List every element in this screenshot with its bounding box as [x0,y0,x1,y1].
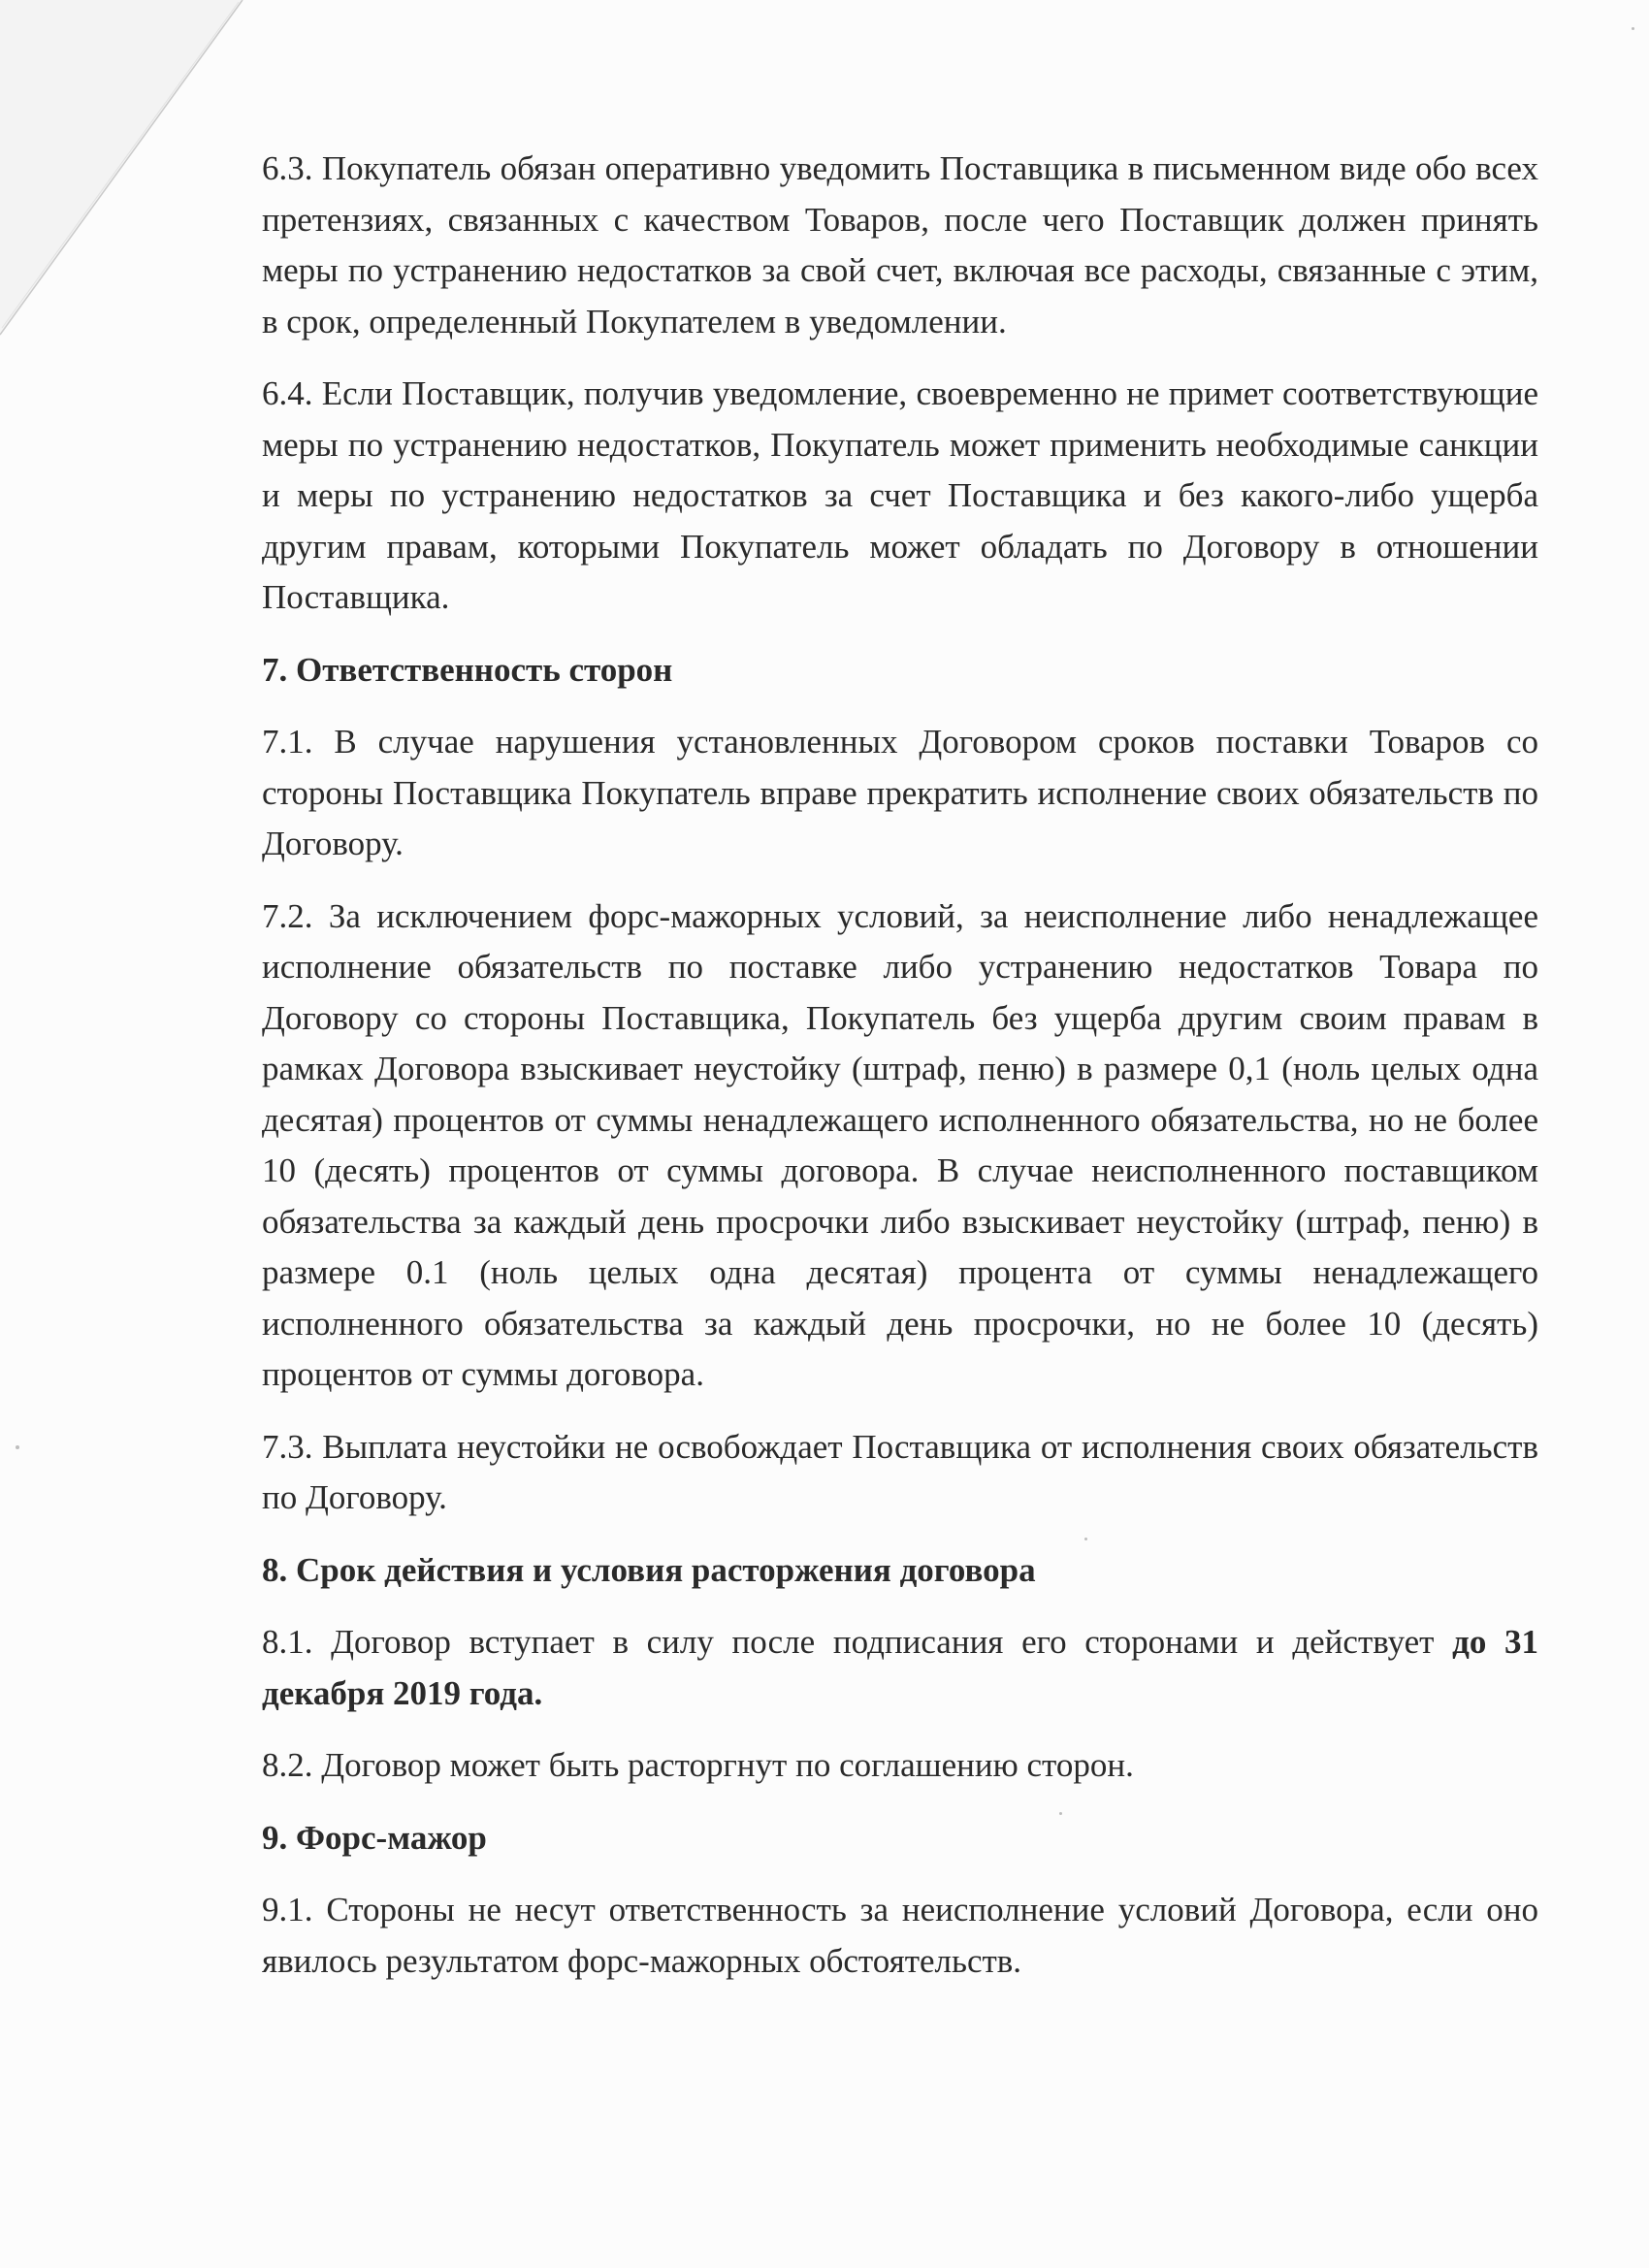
scan-speck [16,1445,19,1449]
paragraph-7-2: 7.2. За исключением форс-мажорных условий, за неисполнение либо ненадлежащее исполнение обязательств по поставке либо устранению недостатков Товара по Договору со стороны Поставщика, Покупатель без ущерба другим своим правам в рамках Договора взыскивает неустойку (штраф, пеню) в размере 0,1 (ноль целых одна десятая) процентов от суммы ненадлежащего исполненного обязательства, но не более 10 (десять) процентов от суммы договора. В случае неисполненного поставщиком обязательства за каждый день просрочки либо взыскивает неустойку (штраф, пеню) в размере 0.1 (ноль целых одна десятая) процента от суммы ненадлежащего исполненного обязательства за каждый день просрочки, но не более 10 (десять) процентов от суммы договора. [262,896,1538,1393]
section-heading-7: 7. Ответственность сторон [262,650,673,689]
paragraph-8-1-text: 8.1. Договор вступает в силу после подписания его сторонами и действует [262,1623,1453,1661]
paragraph-9-1: 9.1. Стороны не несут ответственность за неисполнение условий Договора, если оно явилось результатом форс-мажорных обстоятельств. [262,1891,1538,1980]
paragraph-8-1 [262,1617,1538,1719]
folded-corner [0,0,272,349]
paragraph-6-4: 6.4. Если Поставщик, получив уведомление, своевременно не примет соответствующие меры по устранению недостатков, Покупатель может применить необходимые санкции и меры по устранению недостатков за счет Поставщика и без какого-либо ущерба другим правам, которыми Покупатель может обладать по Договору в отношении Поставщика. [262,374,1538,616]
section-heading-9: 9. Форс-мажор [262,1818,487,1857]
section-heading-8: 8. Срок действия и условия расторжения договора [262,1550,1036,1589]
paragraph-7-1: 7.1. В случае нарушения установленных Договором сроков поставки Товаров со стороны Поставщика Покупатель вправе прекратить исполнение своих обязательств по Договору. [262,723,1538,862]
paragraph-7-3: 7.3. Выплата неустойки не освобождает Поставщика от исполнения своих обязательств по Договору. [262,1427,1538,1516]
scan-speck [1632,27,1634,30]
paragraph-8-2: 8.2. Договор может быть расторгнут по соглашению сторон. [262,1746,1134,1784]
scan-speck [1084,1538,1087,1540]
contract-end-date: до 31 декабря 2019 года. [262,1623,1539,1712]
scan-speck [1059,1812,1062,1815]
paragraph-6-3: 6.3. Покупатель обязан оперативно уведомить Поставщика в письменном виде обо всех претензиях, связанных с качеством Товаров, после чего Поставщик должен принять меры по устранению недостатков за свой счет, включая все расходы, связанные с этим, в срок, определенный Покупателем в уведомлении. [262,149,1538,340]
document-body [262,144,1538,2008]
